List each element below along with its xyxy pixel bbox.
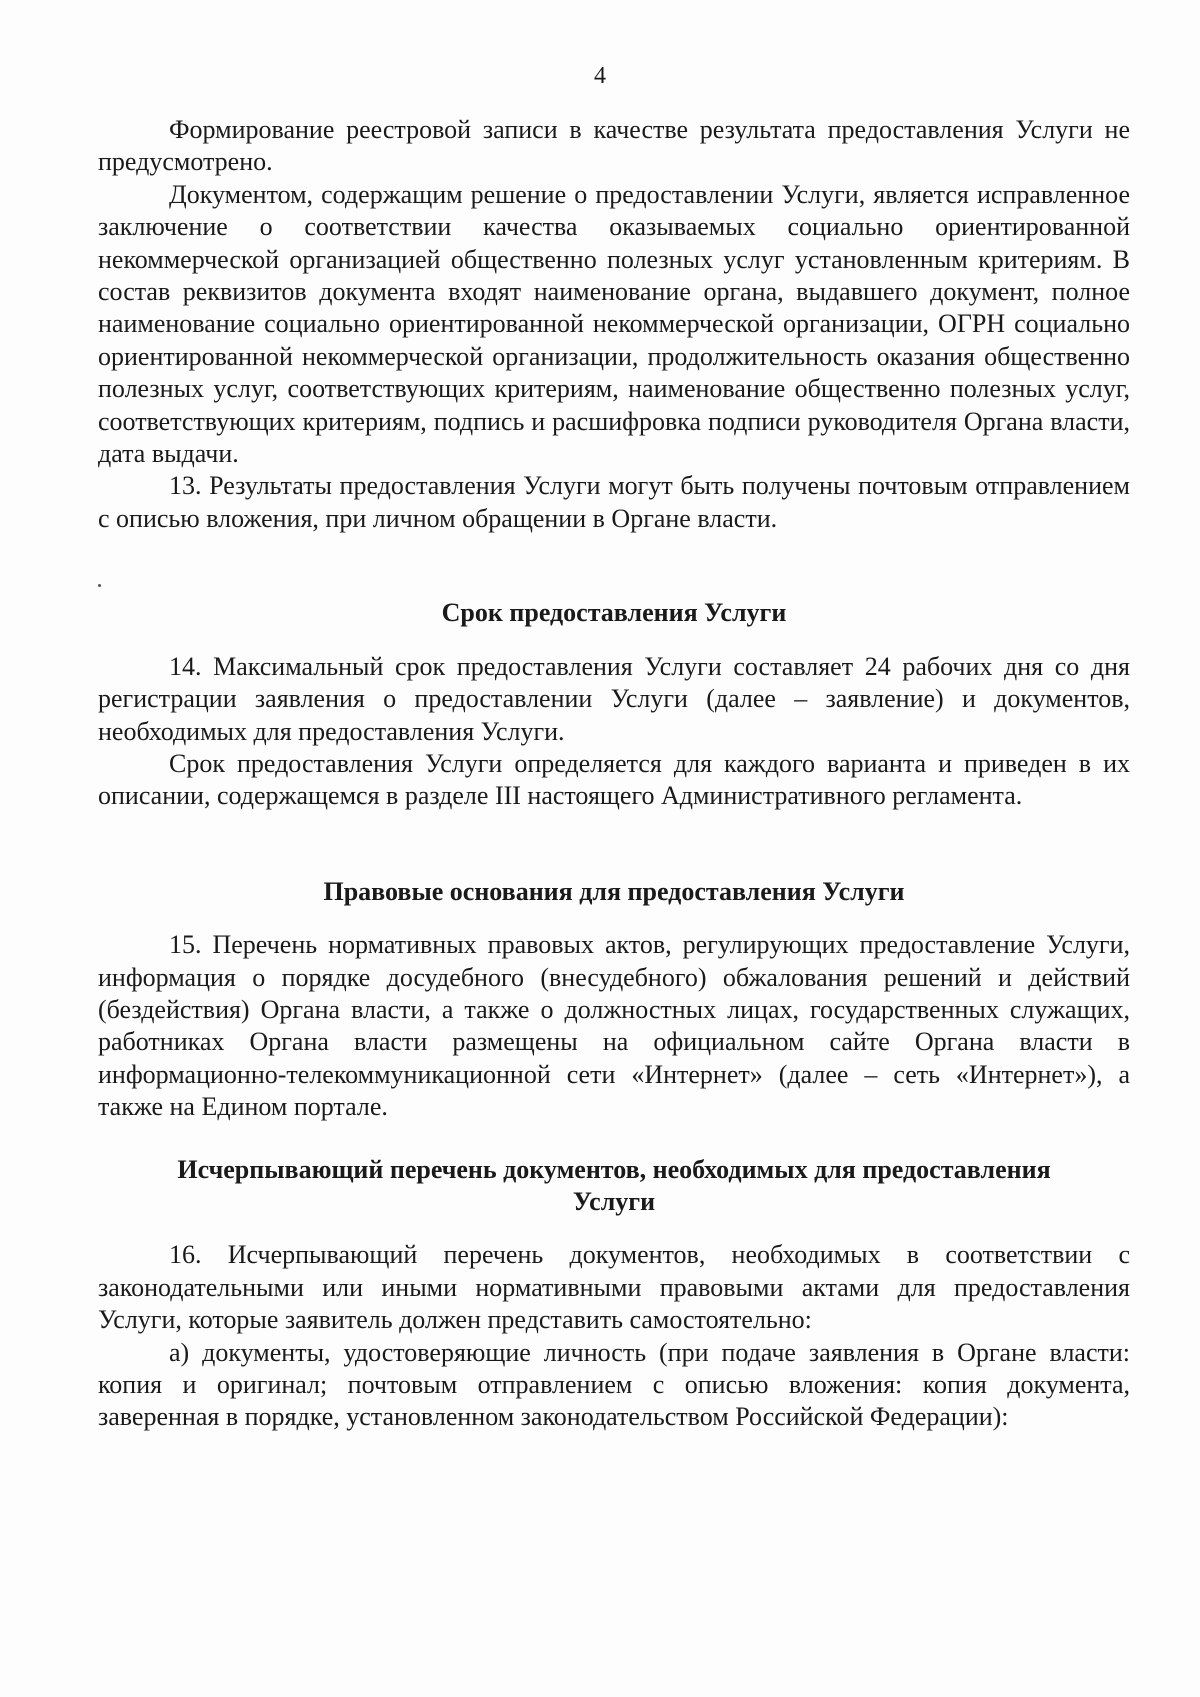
paragraph-14-max-term: 14. Максимальный срок предоставления Услуги составляет 24 рабочих дня со дня регистрации заявления о предоставлении Услуги (далее – заявление) и документов, необходимых для предоставления Услуги. (98, 651, 1130, 746)
paragraph-16-documents-list: 16. Исчерпывающий перечень документов, необходимых в соответствии с законодательными или иными нормативными правовыми актами для предоставления Услуги, которые заявитель должен представить самостоятельно: (98, 1240, 1130, 1335)
page-number: 4 (594, 63, 606, 89)
paragraph-16a-identity-documents: а) документы, удостоверяющие личность (при подаче заявления в Органе власти: копия и оригинал; почтовым отправлением с описью вложения: копия документа, заверенная в порядке, установленном законодательством Российской Федерации): (98, 1337, 1130, 1432)
paragraph-decision-document: Документом, содержащим решение о предоставлении Услуги, является исправленное заключение о соответствии качества оказываемых социально ориентированной некоммерческой организацией общественно полезных услуг установленным критериям. В состав реквизитов документа входят наименование органа, выдавшего документ, полное наименование социально ориентированной некоммерческой организации, ОГРН социально ориентированной некоммерческой организации, продолжительность оказания общественно полезных услуг, соответствующих критериям, наименование общественно полезных услуг, соответствующих критериям, подпись и расшифровка подписи руководителя Органа власти, дата выдачи. (98, 179, 1130, 469)
heading-required-documents (98, 1154, 1130, 1219)
heading-legal-grounds: Правовые основания для предоставления Услуги (323, 876, 905, 906)
heading-required-documents-line1: Исчерпывающий перечень документов, необходимых для предоставления (177, 1154, 1051, 1184)
paragraph-registry-record: Формирование реестровой записи в качестве результата предоставления Услуги не предусмотрено. (98, 115, 1130, 177)
document-body (98, 114, 1130, 1434)
heading-service-term: Срок предоставления Услуги (441, 598, 787, 628)
paragraph-term-per-variant: Срок предоставления Услуги определяется для каждого варианта и приведен в их описании, содержащемся в разделе III настоящего Административного регламента. (98, 748, 1130, 811)
paragraph-15-legal-acts: 15. Перечень нормативных правовых актов, регулирующих предоставление Услуги, информация о порядке досудебного (внесудебного) обжалования решений и действий (бездействия) Органа власти, а также о должностных лицах, государственных служащих, работниках Органа власти размещены на официальном сайте Органа власти в информационно-телекоммуникационной сети «Интернет» (далее – сеть «Интернет»), а также на Едином портале. (98, 930, 1130, 1122)
paragraph-13-results: 13. Результаты предоставления Услуги могут быть получены почтовым отправлением с описью вложения, при личном обращении в Органе власти. (98, 471, 1130, 533)
heading-required-documents-line2: Услуги (572, 1186, 656, 1216)
